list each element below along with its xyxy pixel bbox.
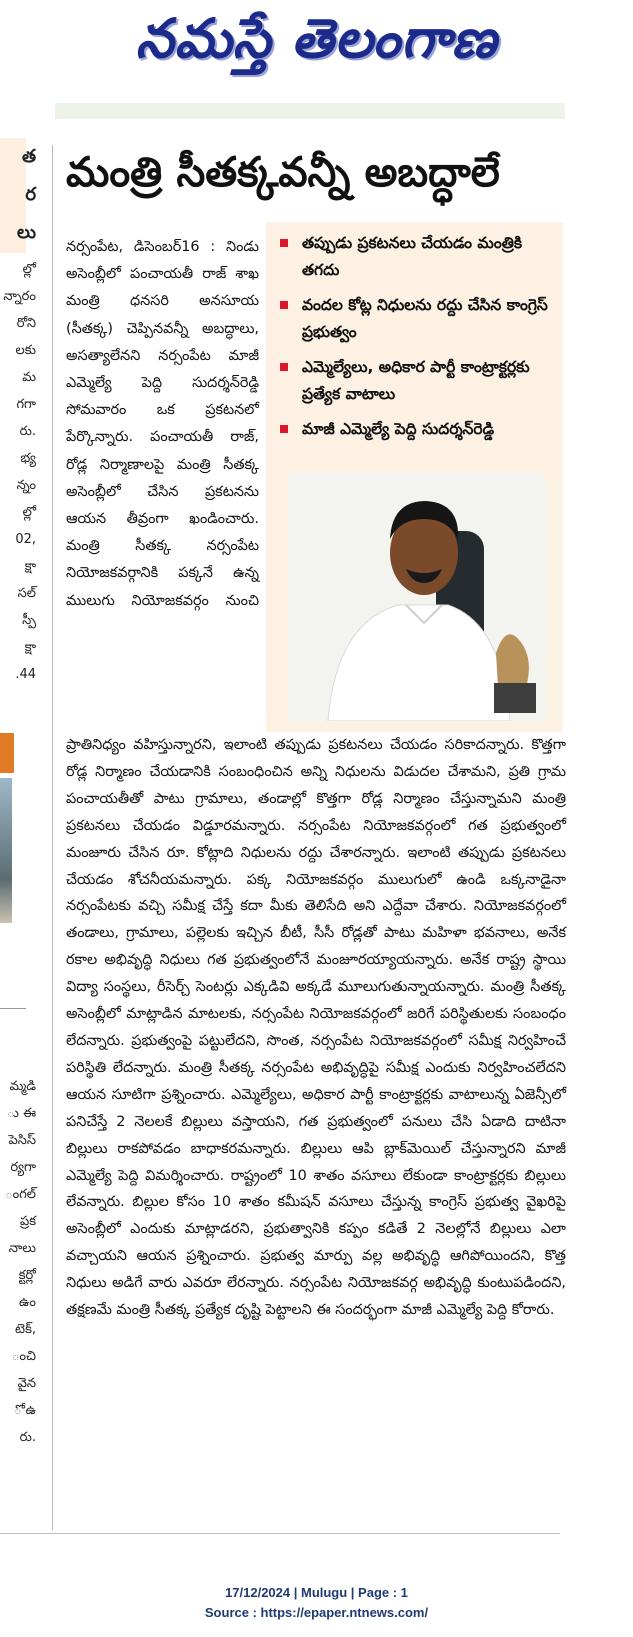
highlight-item — [280, 292, 557, 346]
page-divider — [0, 1533, 560, 1534]
neighbor-fragment: రు. — [19, 1430, 36, 1445]
neighbor-fragment: క్షా — [24, 559, 36, 574]
neighbor-fragment: గగా — [16, 397, 36, 412]
source-line: Source : https://epaper.ntnews.com/ — [204, 1605, 429, 1620]
highlight-text: తప్పుడు ప్రకటనలు చేయడం మంత్రికి తగదు — [302, 234, 522, 279]
neighbor-fragment: స్పీ — [22, 613, 36, 628]
neighbor-fragment: రోని — [16, 316, 36, 331]
neighbor-fragment: నాలు — [8, 1241, 36, 1256]
neighbor-fragment: ర — [25, 184, 36, 205]
article-paragraph: నర్సంపేట, డిసెంబర్16 : నిండు అసెంబ్లీలో పంచాయతీ రాజ్ శాఖ మంత్రి ధనసరి అనసూయ (సీతక్క) చెప్పినవన్నీ అబద్ధాలు, అసత్యాలేనని నర్సంపేట మాజీ ఎమ్మెల్యే పెద్ది సుదర్శన్‌రెడ్డి సోమవారం ఒక ప్రకటనలో పేర్కొన్నారు. పంచాయతీ రాజ్, రోడ్ల నిర్మాణాలపై మంత్రి సీతక్క అసెంబ్లీలో చేసిన ప్రకటనను ఆయన తీవ్రంగా ఖండించారు. మంత్రి సీతక్క నర్సంపేట నియోజకవర్గానికి పక్కనే ఉన్న ములుగు నియోజకవర్గం నుంచి — [66, 239, 259, 609]
neighbor-fragment: 02, — [15, 532, 36, 547]
highlight-text: మాజీ ఎమ్మెల్యే పెద్ది సుదర్శన్‌రెడ్డి — [302, 420, 495, 438]
person-photo — [288, 473, 546, 721]
neighbor-fragment: ంగల్ — [5, 1187, 36, 1202]
neighbor-headline-fragments — [8, 138, 38, 252]
neighbor-photo — [0, 778, 12, 923]
highlight-item — [280, 230, 557, 284]
neighbor-fragment: ంచి — [11, 1349, 36, 1364]
neighbor-fragment: ో ఉ — [13, 1403, 36, 1418]
neighbor-fragment: ప్రక — [19, 1214, 36, 1229]
neighbor-fragment: న్నారం — [3, 289, 36, 304]
column-divider — [52, 145, 53, 1530]
neighbor-fragment: ల్లో — [22, 505, 36, 520]
article-paragraph: ప్రాతినిధ్యం వహిస్తున్నారని, ఇలాంటి తప్పుడు ప్రకటనలు చేయడం సరికాదన్నారు. కొత్తగా రోడ్ల నిర్మాణం చేయడానికి సంబంధించిన అన్ని నిధులను విడుదల చేశామని, ప్రతి గ్రామ పంచాయతీతో పాటు గ్రామాలు, తండాల్లో కొత్తగా రోడ్ల నిర్మాణం చేస్తున్నామని మంత్రి ప్రకటనలు చేయడం విడ్డూరమన్నారు. నర్సంపేట నియోజకవర్గంలో గత ప్రభుత్వంలో మంజూరు చేసిన రూ. కోట్లాది నిధులను రద్దు చేశారన్నారు. ఇలాంటి తప్పుడు ప్రకటనలు చేయడం శోచనీయమన్నారు. పక్క నియోజకవర్గం ములుగులో ఉండి ఒక్కనాడైనా నర్సంపేటకు వచ్చి సమీక్ష చేస్తే కదా మీకు తెలిసేది అని ఎద్దేవా చేశారు. నియోజకవర్గంలో తండాలు, గ్రామాలు, పల్లెలకు ఇచ్చిన బీటీ, సీసీ రోడ్లతో పాటు మహిళా భవనాలు, అనేక రకాల అభివృద్ధి నిధులు గత ప్రభుత్వంలోనే మంజూరయ్యాయన్నారు. అనేక రాష్ట్ర స్థాయి విద్యా సంస్థలు, రీసెర్చ్ సెంటర్లు ఎక్కడివి అక్కడే మూలుగుతున్నాయన్నారు. మంత్రి సీతక్క అసెంబ్లీలో మాట్లాడిన మాటలకు, నర్సంపేట నియోజకవర్గంలో జరిగే పరిస్థితులకు సంబంధం లేదన్నారు. ప్రభుత్వంపై పట్టులేదని, సొంత, నర్సంపేట నియోజకవర్గంలో సమీక్ష నిర్వహించే పరిస్థితి లేదన్నారు. మంత్రి సీతక్క నర్సంపేట అభివృద్ధిపై సమీక్ష ఎందుకు నిర్వహించలేదని ఆయన సూటిగా ప్రశ్నించారు. ఎమ్మెల్యేలు, అధికార పార్టీ కాంట్రాక్టర్లకు వాటాలున్న ఏజెన్సీలో పనిచేస్తే 2 నెలలకే బిల్లులు వస్తాయని, గత ప్రభుత్వంలో పనులు చేసి ఏడాది దాటినా బిల్లులు రాకపోవడం బాధాకరమన్నారు. బిల్లులు ఆపి బ్లాక్‌మెయిల్ చేస్తున్నారని మాజీ ఎమ్మెల్యే పెద్ది విమర్శించారు. రాష్ట్రంలో 10 శాతం వసూలు లేకుండా కాంట్రాక్టర్లకు బిల్లులు లేవన్నారు. బిల్లుల కోసం 10 శాతం కమీషన్ వసూలు చేస్తున్న కాంగ్రెస్ ప్రభుత్వ వైఖరిపై అసెంబ్లీలో ఎందుకు మాట్లాడరని, ప్రభుత్వానికి కప్పం కడితే 2 నెలల్లోనే బిల్లులు ఎలా వచ్చాయని ఆయన ప్రశ్నించారు. ప్రభుత్వ మార్పు వల్ల అభివృద్ధి ఆగిపోయిందని, కొత్త నిధులు అడిగే వారు ఎవరూ లేరన్నారు. నర్సంపేట నియోజకవర్గ అభివృద్ధి కుంటుపడిందని, తక్షణమే మంత్రి సీతక్క ప్రత్యేక దృష్టి పెట్టాలని ఈ సందర్భంగా మాజీ ఎమ్మెల్యే పెద్ది కోరారు. — [66, 737, 566, 1319]
neighbor-fragment: ల్లో — [22, 262, 36, 277]
neighbor-fragment: క్షా — [24, 640, 36, 655]
neighbor-fragment: భ్య — [20, 451, 36, 466]
neighbor-divider — [0, 1008, 26, 1009]
masthead-band — [55, 103, 565, 119]
neighbor-fragment: లకు — [15, 343, 36, 358]
neighbor-fragment: ు ఈ — [6, 1106, 36, 1121]
neighbor-fragment: సల్ — [17, 586, 36, 601]
neighbor-color-block — [0, 733, 14, 773]
bullet-square-icon — [280, 301, 288, 309]
neighbor-fragment: ర్యగా — [10, 1160, 36, 1175]
portrait-illustration — [288, 473, 546, 721]
neighbor-fragment: .44 — [15, 667, 36, 682]
neighbor-fragment: న్నం — [16, 478, 36, 493]
article-body-wide — [66, 732, 566, 1324]
newspaper-logo: నమస్తే తెలంగాణ — [135, 6, 498, 70]
neighbor-fragment: టెక్, — [15, 1322, 36, 1337]
bullet-square-icon — [280, 363, 288, 371]
bullet-square-icon — [280, 425, 288, 433]
neighbor-fragment: లు — [17, 222, 36, 243]
masthead — [0, 0, 633, 88]
neighbor-fragment: క్టర్లో — [18, 1268, 36, 1283]
neighbor-fragment: ఉం — [19, 1295, 36, 1310]
edition-info: 17/12/2024 | Mulugu | Page : 1 — [225, 1585, 408, 1600]
highlight-item — [280, 354, 557, 408]
bullet-square-icon — [280, 239, 288, 247]
highlight-text: వందల కోట్ల నిధులను రద్దు చేసిన కాంగ్రెస్ ప్రభుత్వం — [302, 296, 548, 341]
highlight-text: ఎమ్మెల్యేలు, అధికార పార్టీ కాంట్రాక్టర్లకు ప్రత్యేక వాటాలు — [302, 358, 530, 403]
highlights-list — [266, 222, 563, 443]
neighbor-fragment: పెసిస్ — [8, 1133, 36, 1148]
neighbor-fragment: రు. — [19, 424, 36, 439]
neighbor-text-fragments — [0, 256, 38, 688]
neighbor-fragment: మ — [22, 370, 36, 385]
article-headline: మంత్రి సీతక్కవన్నీ అబద్ధాలే — [66, 148, 500, 196]
neighbor-article-column — [0, 138, 38, 1533]
neighbor-fragment: త — [21, 146, 36, 167]
highlight-item — [280, 416, 557, 443]
neighbor-fragment: వైన — [17, 1376, 36, 1391]
article-body-narrow — [66, 234, 259, 615]
neighbor-fragment: మ్మడి — [9, 1079, 36, 1094]
neighbor-lower-fragments — [0, 1073, 38, 1451]
